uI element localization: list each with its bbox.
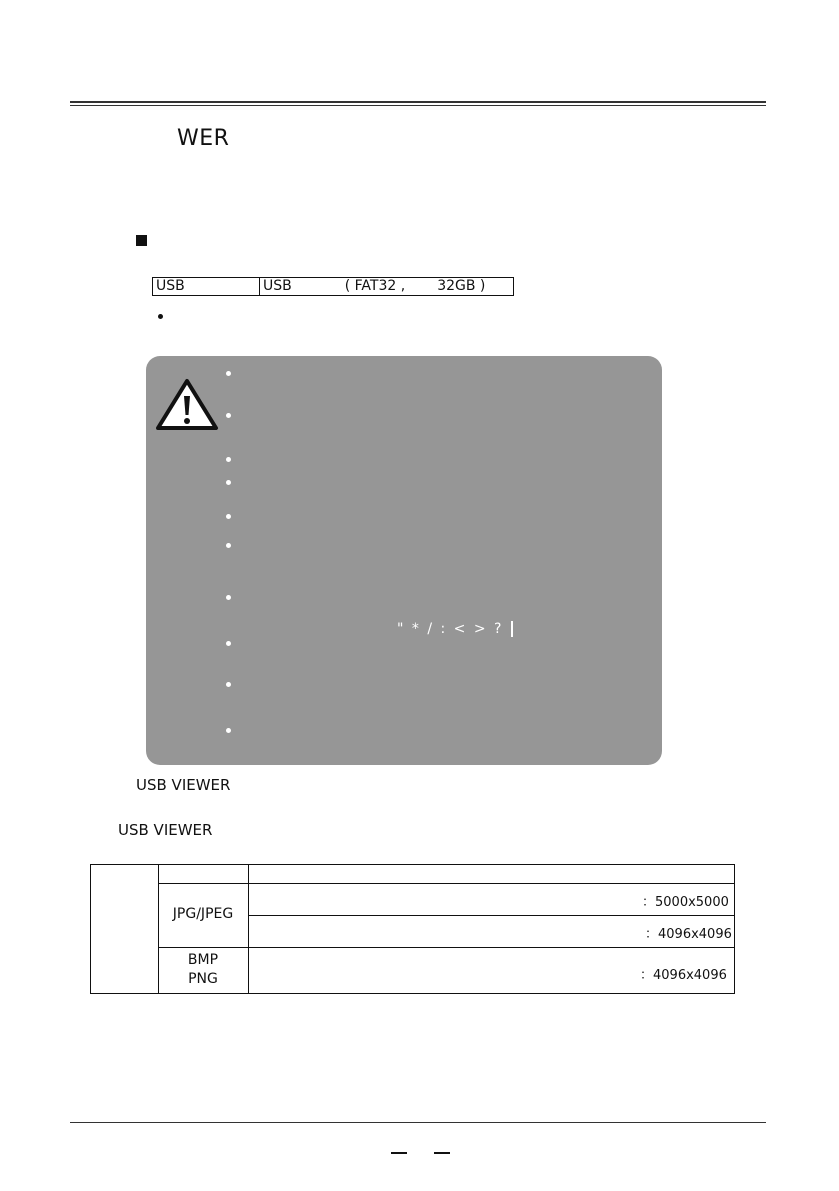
warning-bullet-icon <box>226 413 231 418</box>
warning-bullet-icon <box>226 514 231 519</box>
usb-table-cell-1 <box>153 278 260 296</box>
warning-bullet-icon <box>226 641 231 646</box>
warning-bullet-icon <box>226 480 231 485</box>
warning-bullet-icon <box>226 682 231 687</box>
png-format-label: PNG <box>188 971 218 987</box>
warning-bullet-icon <box>226 728 231 733</box>
bullet-dot-icon <box>158 314 163 319</box>
header-rule-thin <box>70 105 766 106</box>
warning-bullet-icon <box>226 457 231 462</box>
section-square-bullet-icon <box>136 235 147 246</box>
capacity-label: 32GB ) <box>437 278 486 294</box>
warning-triangle-icon <box>155 378 219 432</box>
bmp-png-max-resolution: ：4096x4096 <box>640 968 727 983</box>
warning-bullet-icon <box>226 371 231 376</box>
section-usb-viewer-2: USB VIEWER <box>118 821 213 839</box>
usb-label-2: USB <box>263 278 292 294</box>
pipe-character <box>511 621 513 637</box>
usb-format-table <box>152 277 514 296</box>
jpg-format-label: JPG/JPEG <box>172 906 234 922</box>
table-divider <box>158 883 735 884</box>
page-heading: WER <box>177 126 230 151</box>
footer-rule <box>70 1122 766 1123</box>
bmp-format-label: BMP <box>187 952 219 968</box>
jpg-max-resolution-1: ：5000x5000 <box>642 895 729 910</box>
jpg-max-resolution-2: ：4096x4096 <box>645 927 732 942</box>
warning-bullet-icon <box>226 595 231 600</box>
page-number-dash-right <box>434 1152 450 1154</box>
header-rule <box>70 101 766 103</box>
warning-bullet-icon <box>226 543 231 548</box>
section-usb-viewer: USB VIEWER <box>136 776 231 794</box>
usb-label: USB <box>156 278 185 294</box>
table-divider <box>158 947 735 948</box>
warning-box <box>146 356 662 765</box>
forbidden-characters: " * / : < > ? <box>397 621 504 637</box>
usb-table-cell-2 <box>260 278 514 296</box>
page-number-dash-left <box>391 1152 407 1154</box>
table-divider <box>248 915 735 916</box>
fat32-label: ( FAT32 , <box>344 278 406 294</box>
